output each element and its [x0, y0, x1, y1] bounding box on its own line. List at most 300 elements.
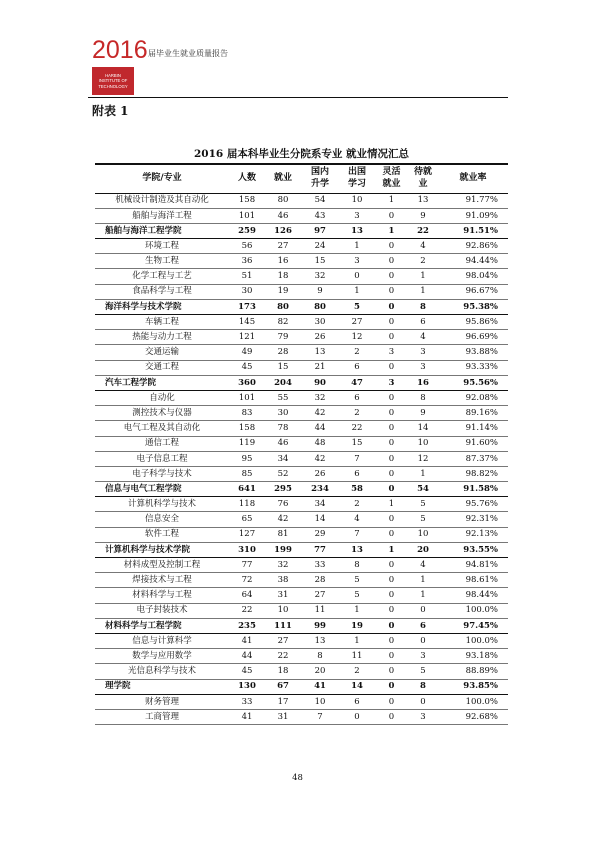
report-year: 2016 [92, 36, 148, 64]
cell-domestic: 32 [301, 269, 339, 284]
cell-total: 49 [229, 345, 265, 360]
table-row [95, 436, 508, 451]
cell-rate: 98.82% [438, 466, 508, 481]
cell-name: 光信息科学与技术 [95, 664, 229, 679]
cell-rate: 91.60% [438, 436, 508, 451]
cell-employed: 80 [265, 299, 301, 314]
column-header-flexible-line2: 就业 [382, 178, 401, 189]
cell-total: 360 [229, 375, 265, 390]
cell-abroad: 11 [339, 649, 375, 664]
cell-waiting: 10 [408, 527, 438, 542]
table-row [95, 588, 508, 603]
cell-total: 101 [229, 208, 265, 223]
table-row [95, 345, 508, 360]
cell-rate: 92.08% [438, 390, 508, 405]
cell-abroad: 22 [339, 421, 375, 436]
cell-employed: 16 [265, 254, 301, 269]
table-row [95, 284, 508, 299]
table-row [95, 633, 508, 648]
cell-rate: 91.51% [438, 223, 508, 238]
cell-flexible: 0 [375, 451, 408, 466]
cell-waiting: 8 [408, 390, 438, 405]
cell-domestic: 42 [301, 406, 339, 421]
cell-employed: 32 [265, 558, 301, 573]
cell-abroad: 6 [339, 360, 375, 375]
cell-abroad: 8 [339, 558, 375, 573]
cell-domestic: 99 [301, 618, 339, 633]
cell-employed: 79 [265, 330, 301, 345]
cell-waiting: 4 [408, 239, 438, 254]
cell-flexible: 0 [375, 406, 408, 421]
cell-rate: 94.81% [438, 558, 508, 573]
cell-rate: 100.0% [438, 694, 508, 709]
cell-employed: 199 [265, 542, 301, 557]
cell-domestic: 15 [301, 254, 339, 269]
page-header [0, 0, 595, 118]
cell-waiting: 6 [408, 315, 438, 330]
cell-flexible: 0 [375, 558, 408, 573]
cell-waiting: 8 [408, 679, 438, 694]
cell-abroad: 1 [339, 603, 375, 618]
table-row [95, 694, 508, 709]
cell-flexible: 0 [375, 208, 408, 223]
cell-rate: 93.88% [438, 345, 508, 360]
cell-employed: 38 [265, 573, 301, 588]
cell-abroad: 0 [339, 269, 375, 284]
cell-domestic: 9 [301, 284, 339, 299]
cell-total: 56 [229, 239, 265, 254]
table-row [95, 603, 508, 618]
cell-domestic: 8 [301, 649, 339, 664]
cell-total: 158 [229, 193, 265, 208]
cell-name: 船舶与海洋工程学院 [95, 223, 229, 238]
table-row [95, 709, 508, 724]
cell-rate: 91.77% [438, 193, 508, 208]
cell-flexible: 0 [375, 633, 408, 648]
column-header-rate: 就业率 [438, 164, 508, 193]
cell-name: 计算机科学与技术学院 [95, 542, 229, 557]
cell-employed: 42 [265, 512, 301, 527]
cell-flexible: 0 [375, 588, 408, 603]
cell-flexible: 0 [375, 239, 408, 254]
table-row [95, 527, 508, 542]
cell-employed: 46 [265, 436, 301, 451]
cell-total: 64 [229, 588, 265, 603]
cell-employed: 80 [265, 193, 301, 208]
cell-flexible: 3 [375, 345, 408, 360]
cell-rate: 100.0% [438, 603, 508, 618]
college-summary-row [95, 375, 508, 390]
cell-flexible: 0 [375, 482, 408, 497]
cell-waiting: 3 [408, 345, 438, 360]
cell-rate: 95.38% [438, 299, 508, 314]
cell-total: 51 [229, 269, 265, 284]
cell-domestic: 26 [301, 330, 339, 345]
table-row [95, 269, 508, 284]
cell-flexible: 0 [375, 664, 408, 679]
cell-abroad: 7 [339, 527, 375, 542]
table-row [95, 239, 508, 254]
cell-flexible: 0 [375, 709, 408, 724]
column-header-employed: 就业 [265, 164, 301, 193]
cell-waiting: 2 [408, 254, 438, 269]
cell-waiting: 3 [408, 709, 438, 724]
cell-domestic: 20 [301, 664, 339, 679]
cell-rate: 92.86% [438, 239, 508, 254]
report-title: 届毕业生就业质量报告 [148, 49, 228, 58]
cell-domestic: 32 [301, 390, 339, 405]
cell-flexible: 0 [375, 527, 408, 542]
cell-total: 45 [229, 664, 265, 679]
cell-total: 95 [229, 451, 265, 466]
cell-waiting: 4 [408, 558, 438, 573]
cell-total: 41 [229, 709, 265, 724]
cell-employed: 27 [265, 239, 301, 254]
cell-flexible: 0 [375, 618, 408, 633]
cell-flexible: 3 [375, 375, 408, 390]
cell-employed: 30 [265, 406, 301, 421]
column-header-abroad-line1: 出国 [347, 167, 366, 178]
cell-rate: 97.45% [438, 618, 508, 633]
cell-abroad: 47 [339, 375, 375, 390]
cell-rate: 91.09% [438, 208, 508, 223]
table-row [95, 193, 508, 208]
cell-flexible: 1 [375, 497, 408, 512]
cell-rate: 93.18% [438, 649, 508, 664]
cell-rate: 93.85% [438, 679, 508, 694]
cell-waiting: 22 [408, 223, 438, 238]
cell-abroad: 1 [339, 284, 375, 299]
cell-total: 119 [229, 436, 265, 451]
cell-waiting: 5 [408, 512, 438, 527]
college-summary-row [95, 482, 508, 497]
cell-name: 电子信息工程 [95, 451, 229, 466]
cell-employed: 78 [265, 421, 301, 436]
cell-domestic: 14 [301, 512, 339, 527]
cell-name: 船舶与海洋工程 [95, 208, 229, 223]
cell-rate: 96.69% [438, 330, 508, 345]
appendix-label: 附表 1 [92, 104, 129, 118]
cell-flexible: 0 [375, 512, 408, 527]
cell-flexible: 0 [375, 269, 408, 284]
cell-name: 测控技术与仪器 [95, 406, 229, 421]
cell-name: 海洋科学与技术学院 [95, 299, 229, 314]
cell-employed: 81 [265, 527, 301, 542]
cell-name: 车辆工程 [95, 315, 229, 330]
cell-abroad: 10 [339, 193, 375, 208]
table-row [95, 406, 508, 421]
cell-flexible: 0 [375, 603, 408, 618]
table-row [95, 649, 508, 664]
cell-waiting: 16 [408, 375, 438, 390]
cell-domestic: 24 [301, 239, 339, 254]
cell-total: 101 [229, 390, 265, 405]
cell-rate: 95.86% [438, 315, 508, 330]
cell-total: 65 [229, 512, 265, 527]
cell-total: 85 [229, 466, 265, 481]
cell-name: 焊接技术与工程 [95, 573, 229, 588]
column-header-domestic-study [301, 164, 339, 193]
cell-name: 食品科学与工程 [95, 284, 229, 299]
table-row [95, 208, 508, 223]
cell-employed: 126 [265, 223, 301, 238]
cell-domestic: 80 [301, 299, 339, 314]
cell-waiting: 0 [408, 694, 438, 709]
table-row [95, 451, 508, 466]
header-divider [88, 97, 508, 98]
college-summary-row [95, 542, 508, 557]
cell-employed: 31 [265, 588, 301, 603]
cell-waiting: 20 [408, 542, 438, 557]
cell-abroad: 3 [339, 254, 375, 269]
column-header-domestic-line2: 升学 [310, 178, 329, 189]
cell-name: 材料科学与工程学院 [95, 618, 229, 633]
employment-table [95, 163, 508, 725]
cell-waiting: 1 [408, 573, 438, 588]
cell-total: 45 [229, 360, 265, 375]
cell-employed: 52 [265, 466, 301, 481]
cell-abroad: 6 [339, 694, 375, 709]
table-row [95, 558, 508, 573]
cell-flexible: 0 [375, 436, 408, 451]
cell-abroad: 3 [339, 208, 375, 223]
cell-domestic: 42 [301, 451, 339, 466]
cell-employed: 28 [265, 345, 301, 360]
table-header-row [95, 164, 508, 193]
cell-total: 641 [229, 482, 265, 497]
cell-total: 72 [229, 573, 265, 588]
cell-domestic: 27 [301, 588, 339, 603]
cell-domestic: 97 [301, 223, 339, 238]
cell-flexible: 0 [375, 284, 408, 299]
column-header-waiting [408, 164, 438, 193]
cell-flexible: 0 [375, 649, 408, 664]
logo-line-1: HARBIN [105, 73, 121, 78]
table-row [95, 512, 508, 527]
cell-rate: 91.58% [438, 482, 508, 497]
cell-total: 118 [229, 497, 265, 512]
cell-rate: 95.76% [438, 497, 508, 512]
cell-abroad: 5 [339, 588, 375, 603]
logo-line-2: INSTITUTE OF [98, 78, 128, 84]
cell-abroad: 7 [339, 451, 375, 466]
cell-domestic: 13 [301, 345, 339, 360]
cell-employed: 76 [265, 497, 301, 512]
cell-total: 41 [229, 633, 265, 648]
cell-rate: 98.04% [438, 269, 508, 284]
cell-waiting: 0 [408, 633, 438, 648]
column-header-abroad-study [339, 164, 375, 193]
cell-waiting: 3 [408, 360, 438, 375]
cell-employed: 27 [265, 633, 301, 648]
cell-rate: 88.89% [438, 664, 508, 679]
cell-waiting: 0 [408, 603, 438, 618]
logo-line-3: TECHNOLOGY [98, 83, 128, 89]
cell-name: 机械设计制造及其自动化 [95, 193, 229, 208]
cell-flexible: 0 [375, 466, 408, 481]
table-row [95, 360, 508, 375]
column-header-flexible [375, 164, 408, 193]
college-summary-row [95, 299, 508, 314]
table-row [95, 315, 508, 330]
column-header-total: 人数 [229, 164, 265, 193]
cell-flexible: 0 [375, 390, 408, 405]
cell-total: 310 [229, 542, 265, 557]
cell-employed: 204 [265, 375, 301, 390]
cell-name: 材料成型及控制工程 [95, 558, 229, 573]
cell-name: 电子科学与技术 [95, 466, 229, 481]
cell-waiting: 1 [408, 284, 438, 299]
column-header-flexible-line1: 灵活 [382, 167, 401, 178]
cell-abroad: 15 [339, 436, 375, 451]
cell-abroad: 2 [339, 406, 375, 421]
cell-waiting: 9 [408, 208, 438, 223]
column-header-name: 学院/专业 [95, 164, 229, 193]
cell-abroad: 6 [339, 466, 375, 481]
cell-domestic: 28 [301, 573, 339, 588]
cell-domestic: 21 [301, 360, 339, 375]
table-row [95, 664, 508, 679]
cell-total: 145 [229, 315, 265, 330]
cell-employed: 10 [265, 603, 301, 618]
cell-abroad: 1 [339, 633, 375, 648]
cell-waiting: 8 [408, 299, 438, 314]
cell-total: 22 [229, 603, 265, 618]
cell-name: 热能与动力工程 [95, 330, 229, 345]
column-header-waiting-line1: 待就 [413, 167, 432, 178]
table-title: 2016 届本科毕业生分院系专业 就业情况汇总 [193, 148, 410, 160]
cell-waiting: 13 [408, 193, 438, 208]
cell-total: 235 [229, 618, 265, 633]
cell-domestic: 41 [301, 679, 339, 694]
cell-employed: 15 [265, 360, 301, 375]
cell-waiting: 54 [408, 482, 438, 497]
cell-employed: 17 [265, 694, 301, 709]
college-summary-row [95, 679, 508, 694]
cell-name: 软件工程 [95, 527, 229, 542]
cell-abroad: 19 [339, 618, 375, 633]
cell-name: 化学工程与工艺 [95, 269, 229, 284]
cell-waiting: 14 [408, 421, 438, 436]
college-summary-row [95, 223, 508, 238]
cell-domestic: 29 [301, 527, 339, 542]
cell-name: 环境工程 [95, 239, 229, 254]
cell-flexible: 0 [375, 421, 408, 436]
college-summary-row [95, 618, 508, 633]
cell-rate: 92.68% [438, 709, 508, 724]
cell-abroad: 5 [339, 299, 375, 314]
cell-flexible: 0 [375, 694, 408, 709]
cell-abroad: 0 [339, 709, 375, 724]
page-number: 48 [292, 773, 303, 783]
cell-flexible: 0 [375, 679, 408, 694]
cell-rate: 100.0% [438, 633, 508, 648]
cell-abroad: 13 [339, 223, 375, 238]
cell-rate: 87.37% [438, 451, 508, 466]
cell-rate: 93.55% [438, 542, 508, 557]
cell-name: 数学与应用数学 [95, 649, 229, 664]
cell-name: 交通工程 [95, 360, 229, 375]
cell-total: 173 [229, 299, 265, 314]
cell-name: 生物工程 [95, 254, 229, 269]
cell-employed: 295 [265, 482, 301, 497]
table-body [95, 193, 508, 725]
table-row [95, 330, 508, 345]
cell-domestic: 54 [301, 193, 339, 208]
column-header-domestic-line1: 国内 [310, 167, 329, 178]
cell-total: 158 [229, 421, 265, 436]
cell-rate: 92.31% [438, 512, 508, 527]
cell-rate: 98.44% [438, 588, 508, 603]
cell-waiting: 5 [408, 664, 438, 679]
cell-domestic: 33 [301, 558, 339, 573]
cell-name: 信息与电气工程学院 [95, 482, 229, 497]
cell-name: 自动化 [95, 390, 229, 405]
cell-employed: 22 [265, 649, 301, 664]
cell-employed: 18 [265, 664, 301, 679]
table-row [95, 497, 508, 512]
cell-domestic: 90 [301, 375, 339, 390]
cell-domestic: 34 [301, 497, 339, 512]
cell-rate: 94.44% [438, 254, 508, 269]
cell-waiting: 1 [408, 269, 438, 284]
cell-employed: 55 [265, 390, 301, 405]
table-row [95, 573, 508, 588]
cell-rate: 95.56% [438, 375, 508, 390]
cell-flexible: 0 [375, 315, 408, 330]
cell-employed: 46 [265, 208, 301, 223]
cell-name: 电气工程及其自动化 [95, 421, 229, 436]
cell-flexible: 0 [375, 330, 408, 345]
cell-flexible: 1 [375, 542, 408, 557]
table-row [95, 390, 508, 405]
cell-total: 127 [229, 527, 265, 542]
cell-employed: 18 [265, 269, 301, 284]
cell-domestic: 77 [301, 542, 339, 557]
cell-name: 信息与计算科学 [95, 633, 229, 648]
cell-name: 信息安全 [95, 512, 229, 527]
cell-domestic: 234 [301, 482, 339, 497]
table-row [95, 421, 508, 436]
cell-total: 83 [229, 406, 265, 421]
cell-employed: 111 [265, 618, 301, 633]
cell-flexible: 0 [375, 299, 408, 314]
cell-rate: 93.33% [438, 360, 508, 375]
cell-name: 计算机科学与技术 [95, 497, 229, 512]
cell-abroad: 2 [339, 664, 375, 679]
cell-domestic: 26 [301, 466, 339, 481]
cell-waiting: 1 [408, 588, 438, 603]
cell-name: 财务管理 [95, 694, 229, 709]
cell-waiting: 12 [408, 451, 438, 466]
cell-waiting: 5 [408, 497, 438, 512]
cell-name: 工商管理 [95, 709, 229, 724]
cell-total: 44 [229, 649, 265, 664]
cell-flexible: 1 [375, 193, 408, 208]
cell-domestic: 48 [301, 436, 339, 451]
column-header-abroad-line2: 学习 [347, 178, 366, 189]
cell-name: 通信工程 [95, 436, 229, 451]
cell-waiting: 10 [408, 436, 438, 451]
cell-abroad: 14 [339, 679, 375, 694]
cell-total: 130 [229, 679, 265, 694]
cell-rate: 89.16% [438, 406, 508, 421]
cell-name: 交通运输 [95, 345, 229, 360]
cell-employed: 31 [265, 709, 301, 724]
cell-waiting: 4 [408, 330, 438, 345]
column-header-waiting-line2: 业 [418, 178, 428, 189]
cell-abroad: 13 [339, 542, 375, 557]
